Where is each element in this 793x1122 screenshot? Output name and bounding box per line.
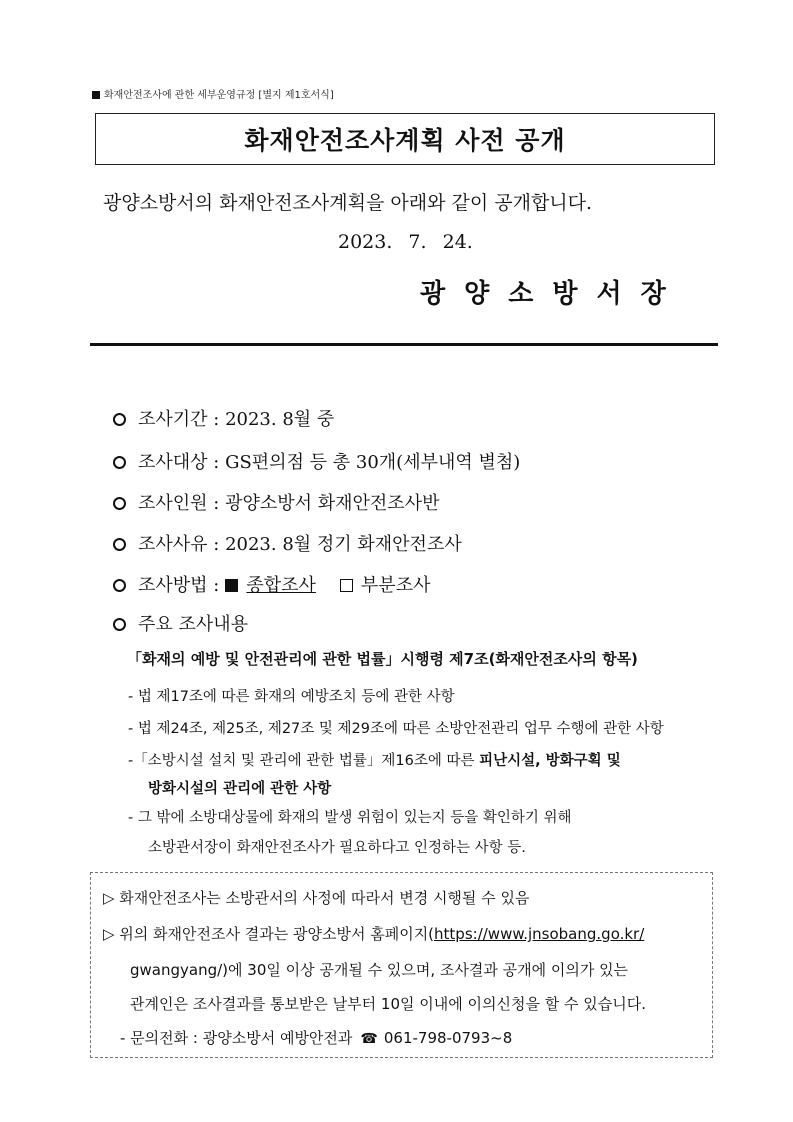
form-label <box>92 86 334 101</box>
detail-4: - 그 밖에 소방대상물에 화재의 발생 위험이 있는지 등을 확인하기 위해 <box>128 810 572 826</box>
detail-2: - 법 제24조, 제25조, 제27조 및 제29조에 따른 소방안전관리 업무 수행에 관한 사항 <box>128 721 664 737</box>
notice-2-cont: gwangyang/)에 30일 이상 공개될 수 있으며, 조사결과 공개에 이의가 있는 <box>130 961 629 979</box>
item-label: 조사사유 <box>138 534 208 555</box>
circle-bullet-icon <box>113 618 126 631</box>
contact-phone <box>120 1027 512 1048</box>
item-label: 조사대상 <box>138 452 208 473</box>
square-bullet-icon <box>92 91 100 99</box>
issuer-chief: 광양소방서장 <box>420 279 685 309</box>
item-reason: 조사사유 : 2023. 8월 정기 화재안전조사 <box>113 530 462 556</box>
detail-3-cont <box>148 777 331 798</box>
circle-bullet-icon <box>113 579 126 592</box>
phone-number: 061-798-0793~8 <box>383 1029 513 1047</box>
item-label: 조사방법 <box>138 575 208 596</box>
checked-box-icon <box>225 579 238 592</box>
telephone-icon: ☎ <box>360 1031 378 1047</box>
item-value: 2023. 8월 정기 화재안전조사 <box>225 534 462 555</box>
circle-bullet-icon <box>113 413 126 426</box>
law-reference: 「화재의 예방 및 안전관리에 관한 법률」시행령 제7조(화재안전조사의 항목) <box>127 650 638 668</box>
item-period: 조사기간 : 2023. 8월 중 <box>113 405 334 431</box>
item-content-heading <box>113 610 248 636</box>
content-heading: 주요 조사내용 <box>138 614 249 635</box>
form-label-text: 화재안전조사에 관한 세부운영규정 [별지 제1호서식] <box>104 90 334 101</box>
item-target: 조사대상 : GS편의점 등 총 30개(세부내역 별첨) <box>113 448 520 474</box>
item-method: 조사방법 : 종합조사 부분조사 <box>113 571 430 597</box>
circle-bullet-icon <box>113 456 126 469</box>
notice-date: 2023. 7. 24. <box>338 231 473 253</box>
detail-3-cont-bold: 방화시설의 관리에 관한 사항 <box>148 781 332 797</box>
item-value: GS편의점 등 총 30개(세부내역 별첨) <box>225 452 521 473</box>
detail-3 <box>128 749 621 770</box>
item-value: 광양소방서 화재안전조사반 <box>225 493 440 514</box>
unchecked-box-icon <box>340 579 353 592</box>
notice-2-prefix: ▷ 위의 화재안전조사 결과는 광양소방서 홈페이지( <box>103 925 435 943</box>
method-selected: 종합조사 <box>246 575 316 596</box>
detail-4-cont: 소방관서장이 화재안전조사가 필요하다고 인정하는 사항 등. <box>148 840 526 856</box>
item-label: 조사기간 <box>138 409 208 430</box>
page-title: 화재안전조사계획 사전 공개 <box>244 126 566 155</box>
item-personnel: 조사인원 : 광양소방서 화재안전조사반 <box>113 489 439 515</box>
homepage-link[interactable]: https://www.jnsobang.go.kr/ <box>434 925 645 943</box>
intro-text: 광양소방서의 화재안전조사계획을 아래와 같이 공개합니다. <box>103 192 593 214</box>
notice-1: ▷ 화재안전조사는 소방관서의 사정에 따라서 변경 시행될 수 있음 <box>103 889 530 907</box>
title-box <box>95 113 715 165</box>
phone-label: - 문의전화 : 광양소방서 예방안전과 <box>120 1029 353 1047</box>
method-unselected: 부분조사 <box>360 575 431 596</box>
item-label: 조사인원 <box>138 493 208 514</box>
circle-bullet-icon <box>113 538 126 551</box>
item-value: 2023. 8월 중 <box>225 409 335 430</box>
notice-2-cont2: 관계인은 조사결과를 통보받은 날부터 10일 이내에 이의신청을 할 수 있습니다. <box>130 995 646 1013</box>
detail-1: - 법 제17조에 따른 화재의 예방조치 등에 관한 사항 <box>128 689 455 705</box>
detail-3-bold: 피난시설, 방화구획 및 <box>479 753 621 769</box>
detail-3-prefix: -「소방시설 설치 및 관리에 관한 법률」제16조에 따른 <box>128 753 480 769</box>
notice-2 <box>103 923 644 944</box>
divider <box>90 343 718 346</box>
circle-bullet-icon <box>113 497 126 510</box>
